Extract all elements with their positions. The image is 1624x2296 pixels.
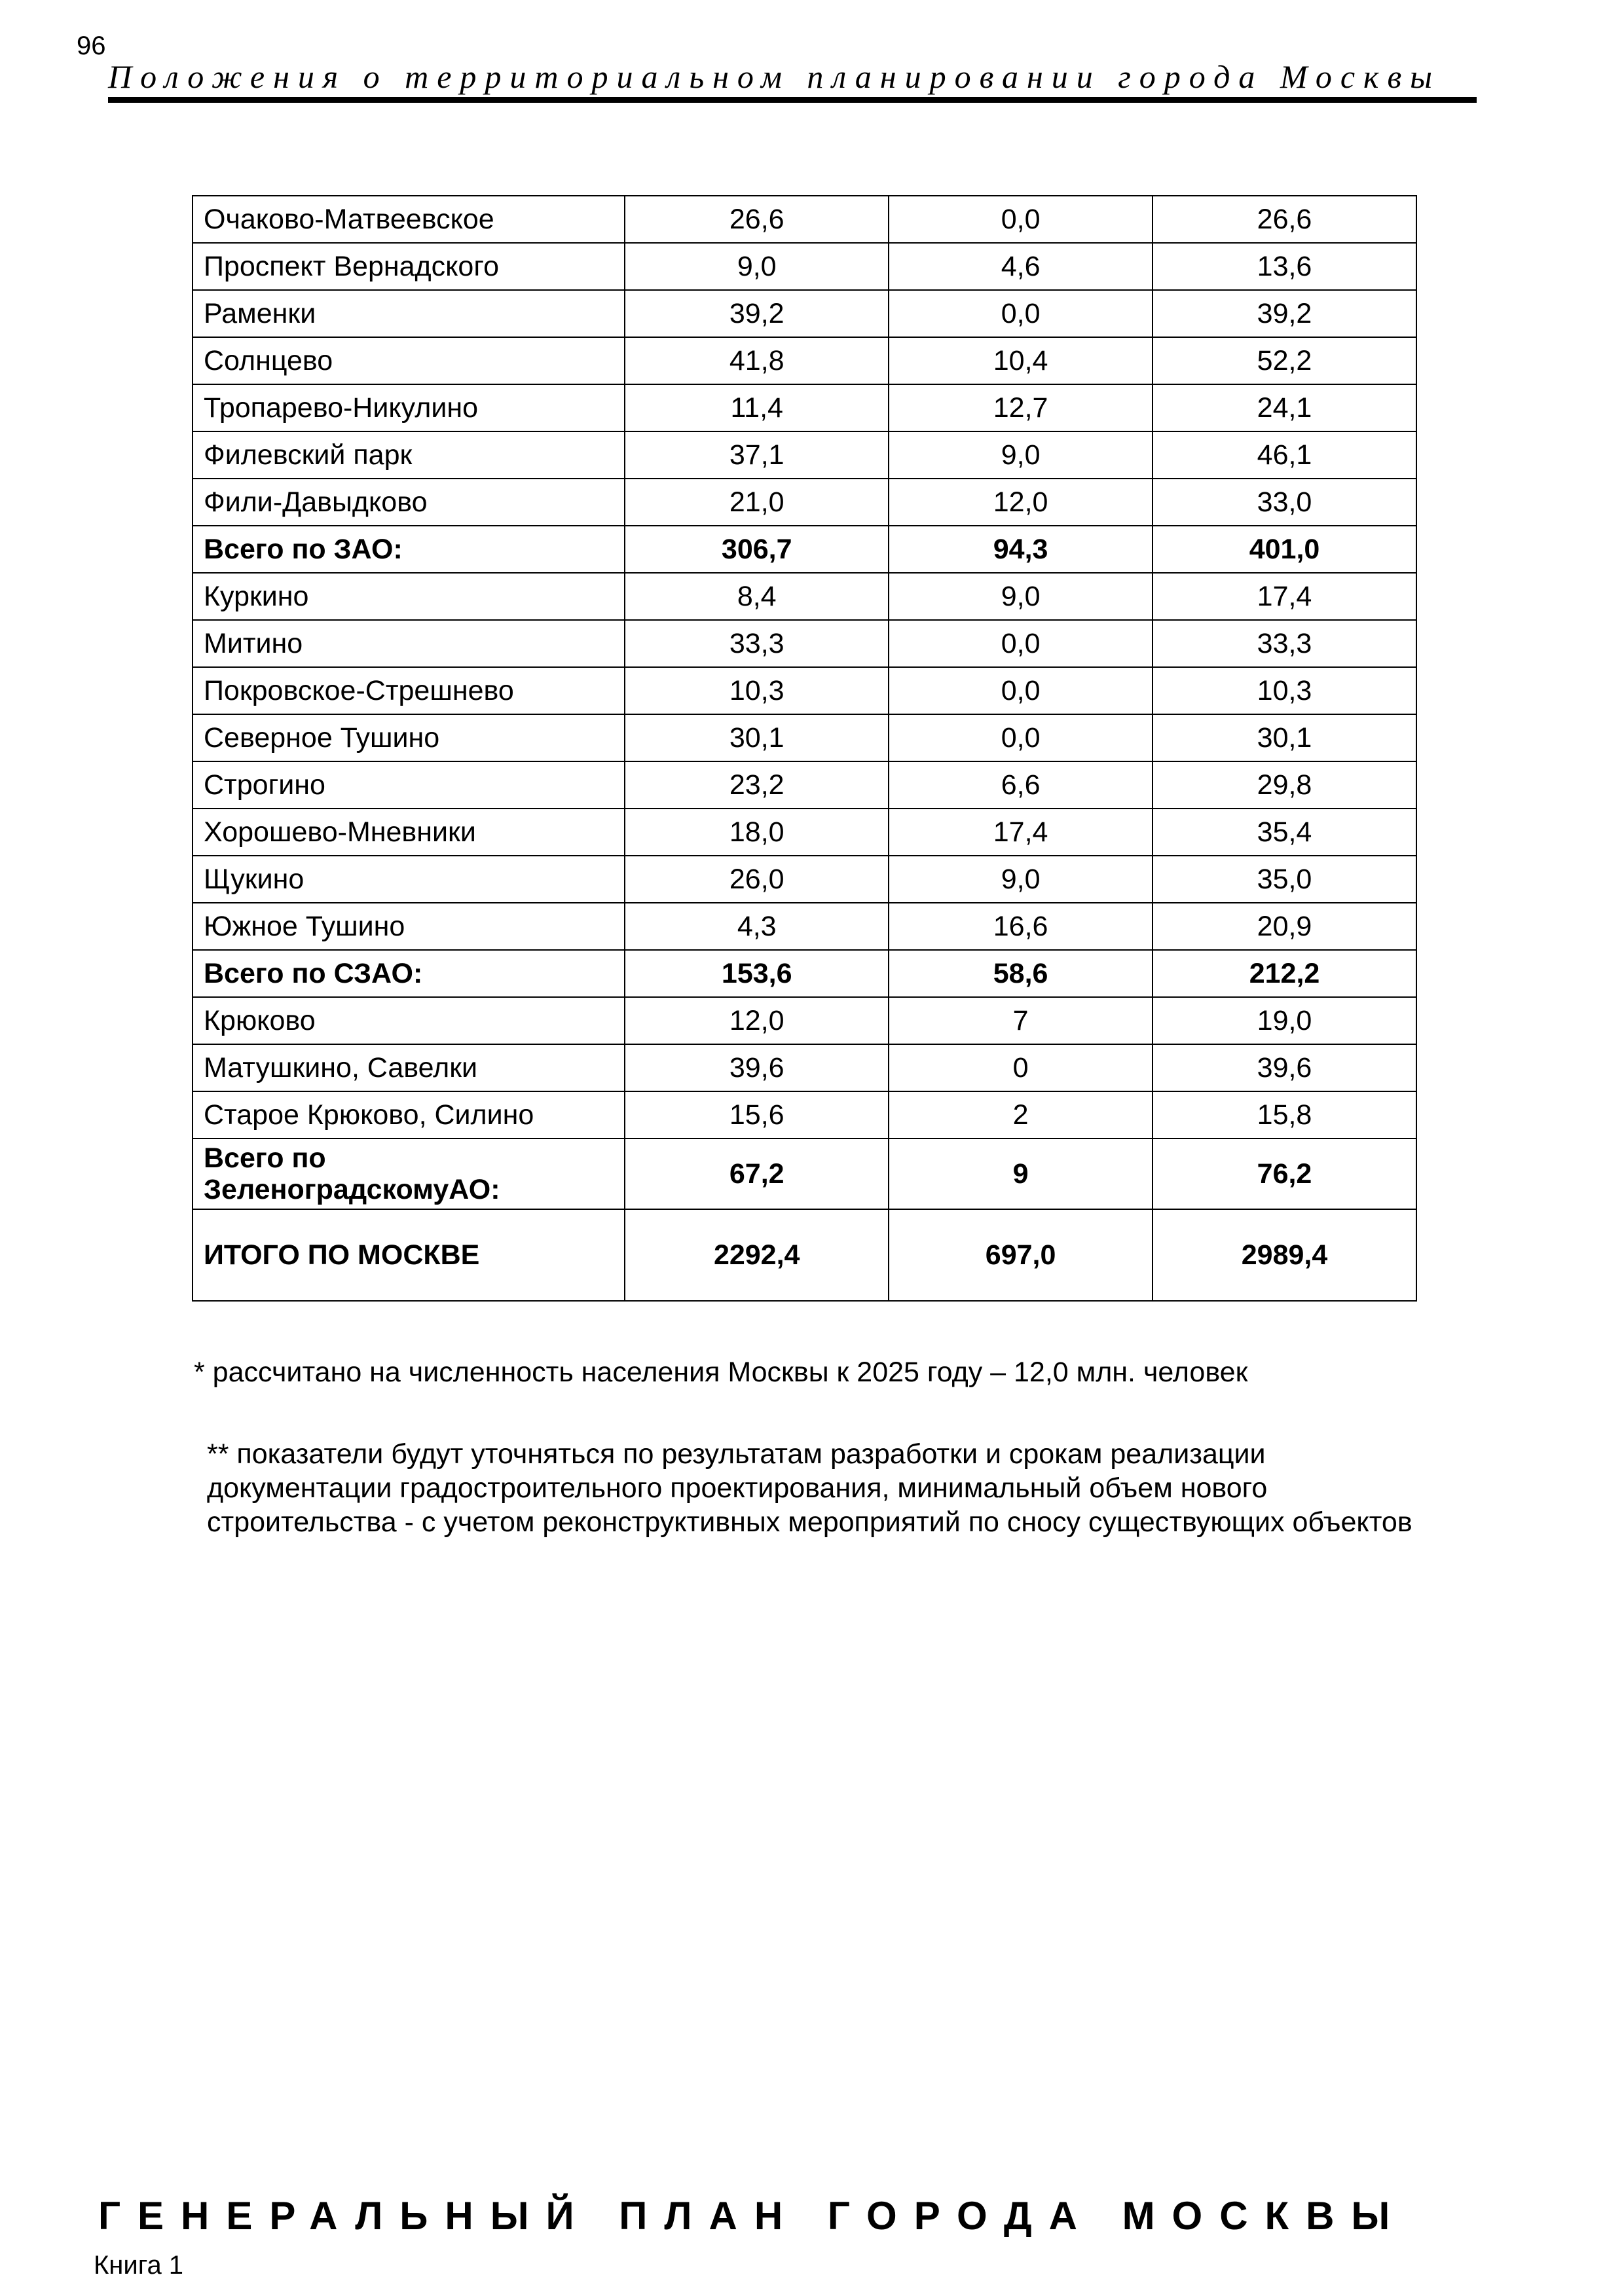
- value-cell: 306,7: [625, 526, 889, 573]
- value-cell: 2292,4: [625, 1209, 889, 1301]
- table-row: [193, 337, 1416, 384]
- header-rule: [108, 97, 1477, 103]
- footnote-1: * рассчитано на численность населения Москвы к 2025 году – 12,0 млн. человек: [194, 1357, 1248, 1388]
- district-cell: Филевский парк: [193, 431, 625, 479]
- table-row: [193, 290, 1416, 337]
- value-cell: 17,4: [889, 809, 1153, 856]
- value-cell: 153,6: [625, 950, 889, 997]
- table-row: [193, 1139, 1416, 1209]
- value-cell: 13,6: [1153, 243, 1416, 290]
- value-cell: 10,4: [889, 337, 1153, 384]
- value-cell: 26,0: [625, 856, 889, 903]
- value-cell: 26,6: [625, 196, 889, 243]
- value-cell: 7: [889, 997, 1153, 1044]
- district-cell: Всего по ЗеленоградскомуАО:: [193, 1139, 625, 1209]
- value-cell: 41,8: [625, 337, 889, 384]
- value-cell: 35,0: [1153, 856, 1416, 903]
- district-cell: Раменки: [193, 290, 625, 337]
- value-cell: 9,0: [625, 243, 889, 290]
- value-cell: 10,3: [625, 667, 889, 714]
- district-cell: Старое Крюково, Силино: [193, 1091, 625, 1139]
- footer-book: Книга 1: [94, 2251, 184, 2280]
- value-cell: 15,8: [1153, 1091, 1416, 1139]
- value-cell: 697,0: [889, 1209, 1153, 1301]
- value-cell: 29,8: [1153, 761, 1416, 809]
- value-cell: 30,1: [625, 714, 889, 761]
- value-cell: 16,6: [889, 903, 1153, 950]
- table-row: [193, 431, 1416, 479]
- value-cell: 24,1: [1153, 384, 1416, 431]
- value-cell: 33,3: [1153, 620, 1416, 667]
- value-cell: 39,2: [625, 290, 889, 337]
- value-cell: 39,6: [625, 1044, 889, 1091]
- table-row: [193, 1044, 1416, 1091]
- value-cell: 58,6: [889, 950, 1153, 997]
- district-cell: Куркино: [193, 573, 625, 620]
- district-cell: Матушкино, Савелки: [193, 1044, 625, 1091]
- district-cell: Щукино: [193, 856, 625, 903]
- value-cell: 35,4: [1153, 809, 1416, 856]
- table-row: [193, 856, 1416, 903]
- district-cell: Проспект Вернадского: [193, 243, 625, 290]
- table-row: [193, 1209, 1416, 1301]
- value-cell: 19,0: [1153, 997, 1416, 1044]
- value-cell: 67,2: [625, 1139, 889, 1209]
- value-cell: 30,1: [1153, 714, 1416, 761]
- table-row: [193, 573, 1416, 620]
- district-cell: Строгино: [193, 761, 625, 809]
- value-cell: 9,0: [889, 856, 1153, 903]
- value-cell: 94,3: [889, 526, 1153, 573]
- value-cell: 9,0: [889, 573, 1153, 620]
- value-cell: 0,0: [889, 667, 1153, 714]
- footnote-2: ** показатели будут уточняться по результатам разработки и срокам реализации документации градостроительного проектирования, минимальный объем нового строительства - с учетом реконструктивных мероприятий по сносу существующих объектов: [207, 1438, 1412, 1538]
- value-cell: 4,3: [625, 903, 889, 950]
- table-row: [193, 620, 1416, 667]
- table-row: [193, 479, 1416, 526]
- value-cell: 4,6: [889, 243, 1153, 290]
- value-cell: 9,0: [889, 431, 1153, 479]
- running-header-title: Положения о территориальном планировании города Москвы: [108, 58, 1441, 95]
- value-cell: 37,1: [625, 431, 889, 479]
- value-cell: 212,2: [1153, 950, 1416, 997]
- district-cell: Тропарево-Никулино: [193, 384, 625, 431]
- value-cell: 76,2: [1153, 1139, 1416, 1209]
- district-cell: Северное Тушино: [193, 714, 625, 761]
- district-cell: Южное Тушино: [193, 903, 625, 950]
- district-cell: Фили-Давыдково: [193, 479, 625, 526]
- table-row: [193, 761, 1416, 809]
- value-cell: 33,3: [625, 620, 889, 667]
- value-cell: 8,4: [625, 573, 889, 620]
- district-cell: ИТОГО ПО МОСКВЕ: [193, 1209, 625, 1301]
- district-cell: Хорошево-Мневники: [193, 809, 625, 856]
- district-cell: Очаково-Матвеевское: [193, 196, 625, 243]
- value-cell: 23,2: [625, 761, 889, 809]
- table-row: [193, 997, 1416, 1044]
- district-cell: Крюково: [193, 997, 625, 1044]
- table-row: [193, 1091, 1416, 1139]
- value-cell: 2989,4: [1153, 1209, 1416, 1301]
- value-cell: 21,0: [625, 479, 889, 526]
- value-cell: 0,0: [889, 290, 1153, 337]
- table-row: [193, 714, 1416, 761]
- value-cell: 39,6: [1153, 1044, 1416, 1091]
- value-cell: 52,2: [1153, 337, 1416, 384]
- value-cell: 0,0: [889, 196, 1153, 243]
- district-cell: Солнцево: [193, 337, 625, 384]
- table-row: [193, 196, 1416, 243]
- value-cell: 9: [889, 1139, 1153, 1209]
- table-row: [193, 384, 1416, 431]
- value-cell: 20,9: [1153, 903, 1416, 950]
- table-row: [193, 950, 1416, 997]
- value-cell: 2: [889, 1091, 1153, 1139]
- value-cell: 0,0: [889, 620, 1153, 667]
- value-cell: 11,4: [625, 384, 889, 431]
- value-cell: 46,1: [1153, 431, 1416, 479]
- value-cell: 26,6: [1153, 196, 1416, 243]
- value-cell: 12,7: [889, 384, 1153, 431]
- page-number: 96: [77, 31, 106, 60]
- footer-title: ГЕНЕРАЛЬНЫЙ ПЛАН ГОРОДА МОСКВЫ: [98, 2194, 1407, 2238]
- value-cell: 12,0: [625, 997, 889, 1044]
- value-cell: 6,6: [889, 761, 1153, 809]
- district-cell: Митино: [193, 620, 625, 667]
- value-cell: 0: [889, 1044, 1153, 1091]
- table-row: [193, 243, 1416, 290]
- data-table: [192, 195, 1417, 1302]
- table-row: [193, 809, 1416, 856]
- value-cell: 0,0: [889, 714, 1153, 761]
- district-cell: Всего по СЗАО:: [193, 950, 625, 997]
- value-cell: 10,3: [1153, 667, 1416, 714]
- table-row: [193, 667, 1416, 714]
- value-cell: 15,6: [625, 1091, 889, 1139]
- district-cell: Покровское-Стрешнево: [193, 667, 625, 714]
- value-cell: 401,0: [1153, 526, 1416, 573]
- table-row: [193, 526, 1416, 573]
- value-cell: 39,2: [1153, 290, 1416, 337]
- table-row: [193, 903, 1416, 950]
- value-cell: 18,0: [625, 809, 889, 856]
- value-cell: 12,0: [889, 479, 1153, 526]
- value-cell: 17,4: [1153, 573, 1416, 620]
- district-cell: Всего по ЗАО:: [193, 526, 625, 573]
- value-cell: 33,0: [1153, 479, 1416, 526]
